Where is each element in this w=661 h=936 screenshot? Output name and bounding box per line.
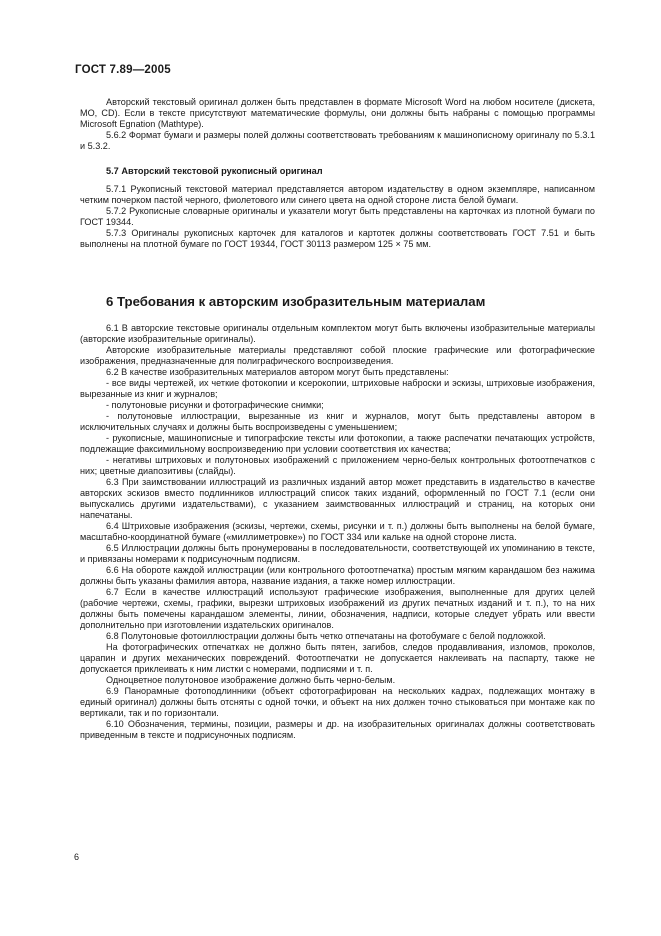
section-title-6: 6 Требования к авторским изобразительным материалам <box>106 294 486 309</box>
list-item: - полутоновые рисунки и фотографические снимки; <box>106 400 324 410</box>
paragraph: 6.7 Если в качестве иллюстраций используют графические изображения, выполненные для других целей (рабочие чертежи, схемы, графики, вырезки штриховых изображений из других печатных изданий и т. п.), то на них должны быть помечены карандашом элементы, линии, обозначения, надписи, которые следует убрать или ввести дополнительно при изготовлении издательских оригиналов. <box>80 587 595 630</box>
text-block-5-7 <box>80 184 595 250</box>
paragraph: 5.7.2 Рукописные словарные оригиналы и указатели могут быть представлены на карточках из плотной бумаги по ГОСТ 19344. <box>80 206 595 227</box>
paragraph: 6.8 Полутоновые фотоиллюстрации должны быть четко отпечатаны на фотобумаге с белой подложкой. <box>106 631 546 641</box>
text-block-6 <box>80 323 595 741</box>
paragraph: 5.7.1 Рукописный текстовой материал представляется автором издательству в одном экземпляре, написанном четким почерком пастой черного, фиолетового или синего цвета на одной стороне листа белой бумаги. <box>80 184 595 205</box>
paragraph: Авторские изобразительные материалы представляют собой плоские графические или фотографические изображения, предназначенные для полиграфического воспроизведения. <box>80 345 595 366</box>
paragraph: На фотографических отпечатках не должно быть пятен, загибов, следов продавливания, изломов, проколов, царапин и других механических повреждений. Фотоотпечатки не допускается наклеивать на паспарту, также не допускается приклеивать к ним листки с номерами, подписями и т. п. <box>80 642 595 674</box>
subsection-title-5-7: 5.7 Авторский текстовой рукописный оригинал <box>106 166 323 176</box>
list-item: - негативы штриховых и полутоновых изображений с приложением черно-белых контрольных фотоотпечатков с них; цветные диапозитивы (слайды). <box>80 455 595 476</box>
paragraph: Одноцветное полутоновое изображение должно быть черно-белым. <box>106 675 396 685</box>
paragraph: 5.6.2 Формат бумаги и размеры полей должны соответствовать требованиям к машинописному оригиналу по 5.3.1 и 5.3.2. <box>80 130 595 151</box>
paragraph: 6.1 В авторские текстовые оригиналы отдельным комплектом могут быть включены изобразительные материалы (авторские изобразительные оригиналы). <box>80 323 595 344</box>
paragraph: 6.9 Панорамные фотоподлинники (объект сфотографирован на нескольких кадрах, подлежащих монтажу в единый оригинал) должны быть отсняты с одной точки, и объект на них должен точно стыковаться при монтаже как по вертикали, так и по горизонтали. <box>80 686 595 718</box>
paragraph: 6.6 На обороте каждой иллюстрации (или контрольного фотоотпечатка) простым мягким карандашом без нажима должны быть указаны фамилия автора, название издания, а также номер иллюстрации. <box>80 565 595 586</box>
list-item: - рукописные, машинописные и типографские тексты или фотокопии, а также распечатки печатающих устройств, подлежащие факсимильному воспроизведению при условии соответствия их качества; <box>80 433 595 454</box>
paragraph: 6.10 Обозначения, термины, позиции, размеры и др. на изобразительных оригиналах должны соответствовать приведенным в тексте и подрисуночных подписям. <box>80 719 595 740</box>
list-item: - полутоновые иллюстрации, вырезанные из книг и журналов, могут быть представлены автором в исключительных случаях и должны быть воспроизведены с уменьшением; <box>80 411 595 432</box>
paragraph: Авторский текстовый оригинал должен быть представлен в формате Microsoft Word на любом носителе (дискета, МО, CD). Если в тексте присутствуют математические формулы, они должны быть набраны с помощью программы Microsoft Egnation (Mathtype). <box>80 97 595 129</box>
list-item: - все виды чертежей, их четкие фотокопии и ксерокопии, штриховые наброски и эскизы, штриховые изображения, вырезанные из книг и журналов; <box>80 378 595 399</box>
paragraph: 6.5 Иллюстрации должны быть пронумерованы в последовательности, соответствующей их упоминанию в тексте, и привязаны номерами к подрисуночным подписям. <box>80 543 595 564</box>
paragraph: 5.7.3 Оригиналы рукописных карточек для каталогов и картотек должны соответствовать ГОСТ 7.51 и быть выполнены на плотной бумаге по ГОСТ 19344, ГОСТ 30113 размером 125 × 75 мм. <box>80 228 595 249</box>
paragraph: 6.3 При заимствовании иллюстраций из различных изданий автор может представить в издательство в качестве авторских эскизов вместо подлинников иллюстраций список таких изданий, оформленный по ГОСТ 7.1 (если они выпускались другими издательствами), с указанием заимствованных иллюстраций и страниц, на которых они напечатаны. <box>80 477 595 520</box>
page-header: ГОСТ 7.89—2005 <box>75 64 171 76</box>
page-number: 6 <box>74 852 80 862</box>
paragraph: 6.4 Штриховые изображения (эскизы, чертежи, схемы, рисунки и т. п.) должны быть выполнены на белой бумаге, масштабно-координатной бумаге («миллиметровке») по ГОСТ 334 или кальке на одной стороне листа. <box>80 521 595 542</box>
text-block-5-6 <box>80 97 595 152</box>
paragraph: 6.2 В качестве изобразительных материалов автором могут быть представлены: <box>106 367 449 377</box>
